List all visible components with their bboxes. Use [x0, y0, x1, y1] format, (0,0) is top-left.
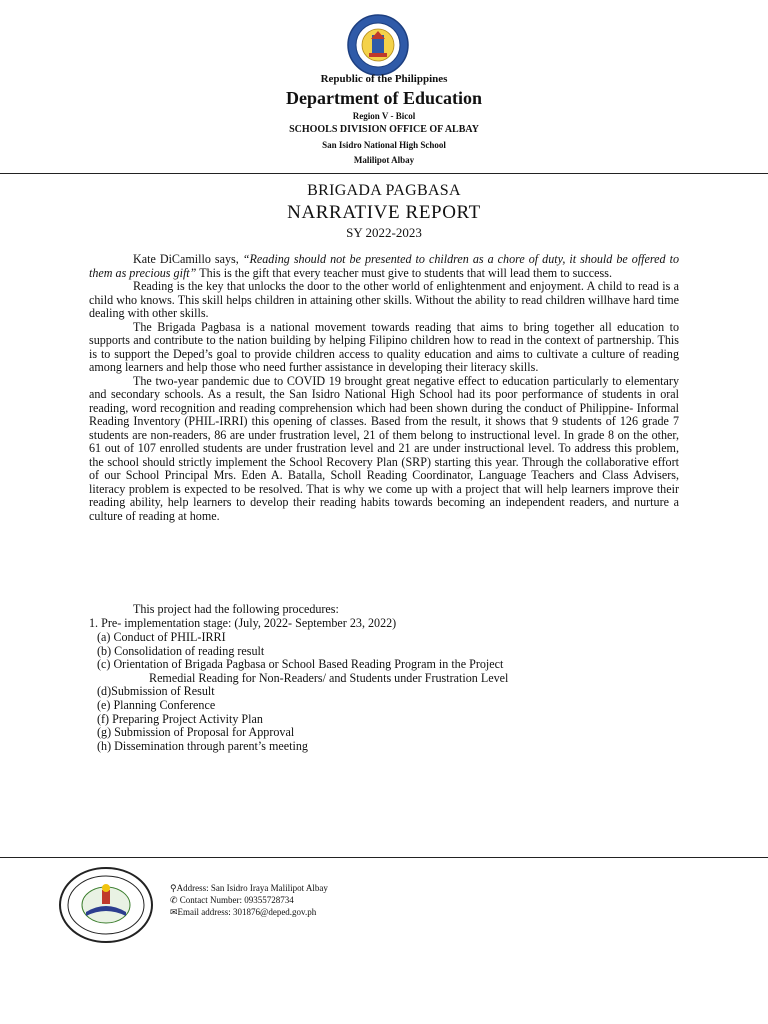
list-item: (b) Consolidation of reading result [97, 643, 265, 658]
email-row [170, 906, 328, 918]
contact-number: Contact Number: 09355728734 [179, 895, 294, 905]
paragraph-1 [89, 253, 679, 280]
list-item: (e) Planning Conference [97, 697, 216, 712]
region-line: Region V - Bicol [352, 111, 416, 121]
address-text: Address: San Isidro Iraya Malilipot Albay [176, 883, 328, 893]
email-icon: ✉ [170, 907, 178, 917]
paragraph-3: The Brigada Pagbasa is a national movement towards reading that aims to bring together all education to supports and contribute to the nation building by helping Filipino children how to read in the context of partnership. This is to support the Deped’s goal to provide children access to quality education and aims to cultivate a culture of reading among learners and help those who need further assistance in developing their literacy skills. [89, 319, 679, 374]
division-line: SCHOOLS DIVISION OFFICE OF ALBAY [289, 124, 479, 135]
list-item-continuation: Remedial Reading for Non-Readers/ and Students under Frustration Level [149, 670, 509, 685]
narrative-body [89, 253, 679, 523]
school-seal-logo [58, 866, 154, 944]
footer-contact [170, 882, 328, 918]
procedures-intro: This project had the following procedures: [133, 602, 339, 616]
list-item: (d)Submission of Result [97, 684, 215, 699]
contact-row [170, 894, 328, 906]
list-item: (f) Preparing Project Activity Plan [97, 711, 263, 726]
phone-icon: ✆ [170, 895, 180, 905]
footer-divider [0, 857, 768, 858]
report-title: NARRATIVE REPORT [287, 202, 481, 223]
header-divider [0, 173, 768, 174]
email-address[interactable]: Email address: 301876@deped.gov.ph [177, 907, 317, 917]
location-line: Malilipot Albay [353, 155, 415, 165]
school-line: San Isidro National High School [322, 140, 446, 150]
procedures-stage-1: 1. Pre- implementation stage: (July, 2022- September 23, 2022) [89, 616, 397, 630]
republic-line: Republic of the Philippines [320, 73, 448, 85]
department-title: Department of Education [286, 88, 482, 108]
paragraph-2: Reading is the key that unlocks the door to the other world of enlightenment and enjoyment. A child to read is a child who knows. This skill helps children in attaining other skills. Without the ability to read children willhave hard time dealing with other skills. [89, 279, 679, 320]
quote-text: “Reading should not be presented to children as a chore of duty, it should be offered to them as precious gift” [89, 252, 679, 280]
location-pin-icon: ⚲ [170, 883, 177, 893]
procedures-list [97, 631, 508, 753]
paragraph-4: The two-year pandemic due to COVID 19 brought great negative effect to education particularly to elementary and secondary schools. As a result, the San Isidro National High School had its poor performance of students in oral reading, word recognition and reading comprehension which had been shown during the conduct of Philippine- Informal Reading Inventory (PHIL-IRRI) this opening of classes. Based from the result, it shows that 9 students of 126 grade 7 students are non-readers, 86 are under frustration level, 21 of them belong to instructional level. In grade 8 on the other, 61 out of 107 enrolled students are under frustration level and 21 are under instructional level. To address this problem, the school should strictly implement the School Recovery Plan (SRP) starting this year. Through the collaborative effort of our School Principal Mrs. Eden A. Batalla, Scholl Reading Coordinator, Language Teachers and Class Advisers, literacy problem is expected to be resolved. That is why we come up with a project that will help learners improve their reading ability, help learners to develop their reading habits towards becoming an independent readers, and nurture a culture of reading at home. [89, 373, 679, 523]
list-item: (a) Conduct of PHIL-IRRI [97, 630, 226, 644]
quote-attribution: Kate DiCamillo says, [133, 252, 243, 266]
school-year: SY 2022-2023 [346, 225, 422, 240]
list-item: (h) Dissemination through parent’s meeting [97, 738, 308, 753]
list-item: (c) Orientation of Brigada Pagbasa or School Based Reading Program in the Project [97, 657, 504, 672]
deped-seal-logo [339, 13, 417, 77]
address-row [170, 882, 328, 894]
list-item: (g) Submission of Proposal for Approval [97, 725, 295, 740]
paragraph-1-rest: This is the gift that every teacher must give to students that will lead them to success. [196, 265, 612, 280]
report-title-program: BRIGADA PAGBASA [307, 182, 461, 199]
